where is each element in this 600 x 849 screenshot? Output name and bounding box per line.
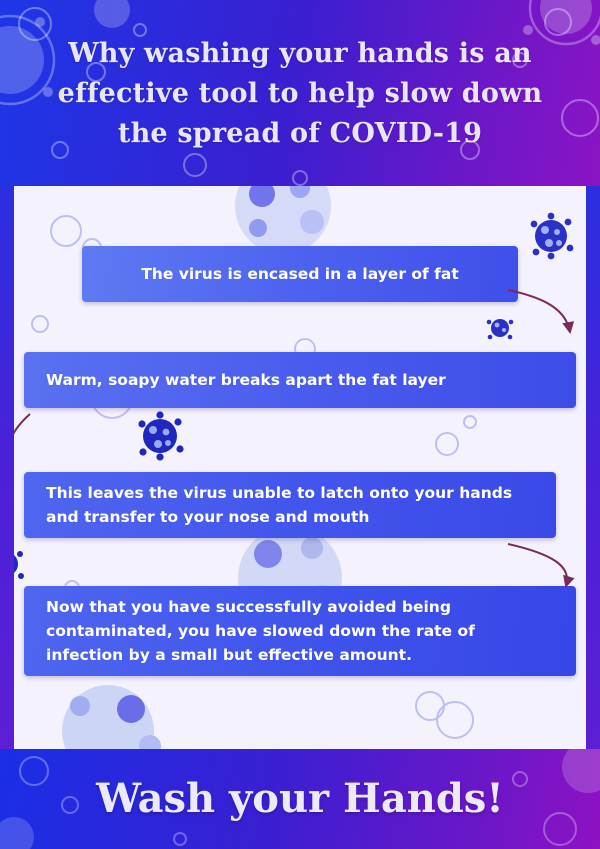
step-2-text: Warm, soapy water breaks apart the fat layer <box>46 371 446 389</box>
poster-header <box>0 0 600 186</box>
step-3-text: This leaves the virus unable to latch onto your hands and transfer to your nose and mouth <box>46 484 513 526</box>
poster-footer <box>0 749 600 849</box>
poster-body <box>0 186 600 749</box>
left-rail <box>0 186 14 749</box>
step-3 <box>24 472 556 538</box>
step-4-text: Now that you have successfully avoided being contaminated, you have slowed down the rate of infection by a small but effective amount. <box>46 598 475 664</box>
step-1 <box>82 246 518 302</box>
step-2 <box>24 352 576 408</box>
steps-list <box>0 186 600 749</box>
step-4 <box>24 586 576 676</box>
page-title: Why washing your hands is an effective tool to help slow down the spread of COVID-19 <box>57 38 543 149</box>
call-to-action: Wash your Hands! <box>96 775 504 822</box>
right-rail <box>586 186 600 749</box>
step-1-text: The virus is encased in a layer of fat <box>141 265 459 283</box>
